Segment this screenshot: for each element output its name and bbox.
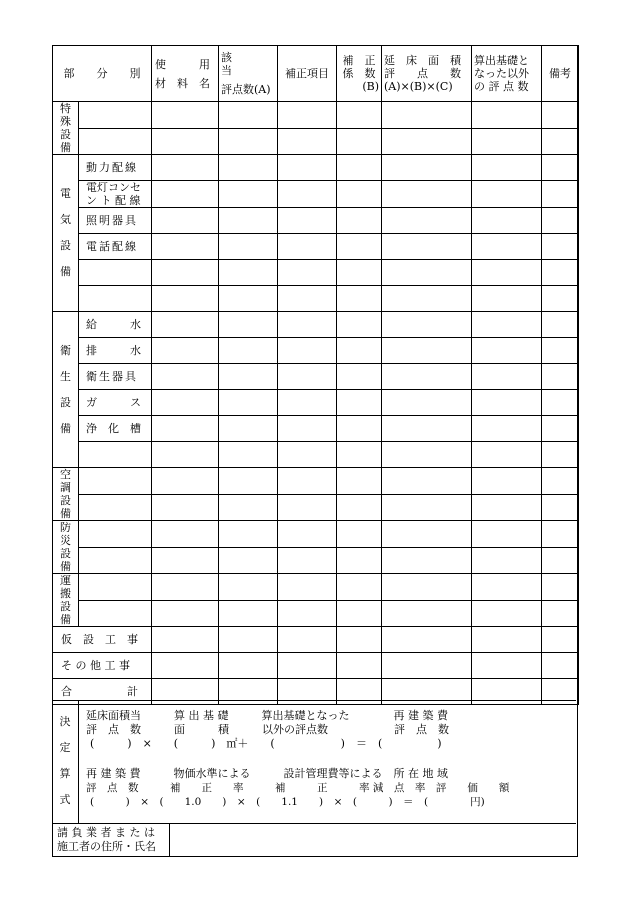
- decision-formula-label: [52, 701, 79, 824]
- item-outlet-wiring-line1: 電灯コンセ: [86, 181, 141, 194]
- contractor-input[interactable]: [170, 824, 576, 856]
- header-score-line1: 該 当: [221, 51, 265, 77]
- header-row: [53, 46, 579, 102]
- table-row: [53, 574, 579, 601]
- table-row: [53, 468, 579, 495]
- table-row: [53, 627, 579, 653]
- header-material-line2: 材 料 名: [155, 76, 210, 90]
- section-disaster: [53, 521, 79, 574]
- table-row: [53, 286, 579, 312]
- item-sanitary-fixtures: 衛生器具: [79, 364, 152, 390]
- table-row: [53, 442, 579, 468]
- header-other-line2: なった以外: [474, 67, 529, 80]
- item-outlet-wiring-line2: ン ト 配 線: [86, 194, 141, 207]
- section-sanitary-label: 衛生設備: [60, 343, 71, 435]
- section-aircon: [53, 468, 79, 521]
- formula-line-4: 再 建 築 費 物価水準による 設計管理費等による 所 在 地 域: [86, 767, 448, 780]
- table-row: [53, 364, 579, 390]
- item-cell[interactable]: [79, 494, 152, 521]
- decision-formula-label-text: 決定算式: [59, 715, 71, 806]
- header-score-line2: 評点数(A): [221, 83, 271, 96]
- table-row: [53, 312, 579, 338]
- item-gas: ガ ス: [79, 390, 152, 416]
- item-cell[interactable]: [79, 468, 152, 495]
- item-power-wiring: 動力配線: [79, 155, 152, 181]
- contractor-label: [52, 824, 170, 856]
- section-transport: [53, 574, 79, 627]
- table-row: [53, 208, 579, 234]
- item-drainage: 排 水: [79, 338, 152, 364]
- formula-line-6: ( ) × ( 1.0 ) × ( 1.1 ) × ( ) ＝ ( 円): [90, 796, 485, 808]
- section-electric: [53, 155, 79, 312]
- header-total-line2: 評 点 数: [384, 67, 461, 80]
- table-row: [53, 494, 579, 521]
- header-coef-line2: 係 数: [342, 67, 376, 80]
- table-row: [53, 653, 579, 679]
- header-other: [472, 46, 542, 102]
- header-remarks: 備考: [542, 46, 579, 102]
- contractor-row: [52, 823, 576, 856]
- section-transport-label: 運搬設備: [60, 574, 71, 626]
- item-cell[interactable]: [79, 442, 152, 468]
- header-other-line3: の 評 点 数: [474, 80, 529, 93]
- header-coef-line3: (B): [362, 80, 379, 93]
- item-phone-wiring: 電話配線: [79, 234, 152, 260]
- item-cell[interactable]: [79, 102, 152, 129]
- table-row: [53, 128, 579, 155]
- item-cell[interactable]: [79, 128, 152, 155]
- equipment-table: [52, 45, 579, 705]
- item-cell[interactable]: [79, 286, 152, 312]
- item-cell[interactable]: [79, 521, 152, 548]
- header-material: [152, 46, 219, 102]
- table-row: [53, 234, 579, 260]
- section-aircon-label: 空調設備: [60, 468, 71, 520]
- table-row: [53, 600, 579, 627]
- header-other-line1: 算出基礎と: [474, 54, 529, 67]
- table-row: [53, 260, 579, 286]
- item-septic: 浄 化 槽: [79, 416, 152, 442]
- contractor-label-line2: 施工者の住所・氏名: [57, 840, 156, 853]
- header-coef-line1: 補 正: [342, 54, 376, 67]
- decision-formula: [52, 700, 576, 824]
- item-cell[interactable]: [79, 574, 152, 601]
- formula-line-3: ( ) × ( ) ㎡＋ ( ) ＝ ( ): [90, 737, 442, 750]
- row-total: 合 計: [53, 679, 152, 705]
- section-disaster-label: 防災設備: [60, 521, 71, 573]
- item-cell[interactable]: [79, 600, 152, 627]
- table-row: [53, 416, 579, 442]
- section-special: [53, 102, 79, 155]
- contractor-label-line1: 請 負 業 者 ま た は: [57, 826, 155, 839]
- formula-line-5: 評 点 数 補 正 率 補 正 率 減 点 率 評 価 額: [86, 782, 510, 794]
- table-row: [53, 102, 579, 129]
- header-adjust-item: 補正項目: [278, 46, 337, 102]
- formula-line-2: 評 点 数 面 積 以外の評点数 評 点 数: [86, 723, 449, 736]
- row-temporary-works: 仮 設 工 事: [53, 627, 152, 653]
- section-special-label: 特殊設備: [60, 102, 71, 154]
- item-lighting: 照明器具: [79, 208, 152, 234]
- header-coef: [337, 46, 382, 102]
- table-row: [53, 547, 579, 574]
- table-row: [53, 521, 579, 548]
- header-score: [219, 46, 278, 102]
- table-row: [53, 338, 579, 364]
- table-row: [53, 155, 579, 181]
- item-water-supply: 給 水: [79, 312, 152, 338]
- header-total: [382, 46, 472, 102]
- table-row: [53, 390, 579, 416]
- item-outlet-wiring: [79, 181, 152, 208]
- item-cell[interactable]: [79, 547, 152, 574]
- row-other-works: そ の 他 工 事: [53, 653, 152, 679]
- header-section: 部 分 別: [53, 46, 152, 102]
- header-total-line3: (A)×(B)×(C): [384, 80, 453, 93]
- section-electric-label: 電気設備: [60, 187, 71, 278]
- header-total-line1: 延 床 面 積: [384, 54, 461, 67]
- section-sanitary: [53, 312, 79, 468]
- item-cell[interactable]: [79, 260, 152, 286]
- header-material-line1: 使 用: [155, 57, 210, 71]
- table-row: [53, 181, 579, 208]
- formula-line-1: 延床面積当 算 出 基 礎 算出基礎となった 再 建 築 費: [86, 709, 448, 722]
